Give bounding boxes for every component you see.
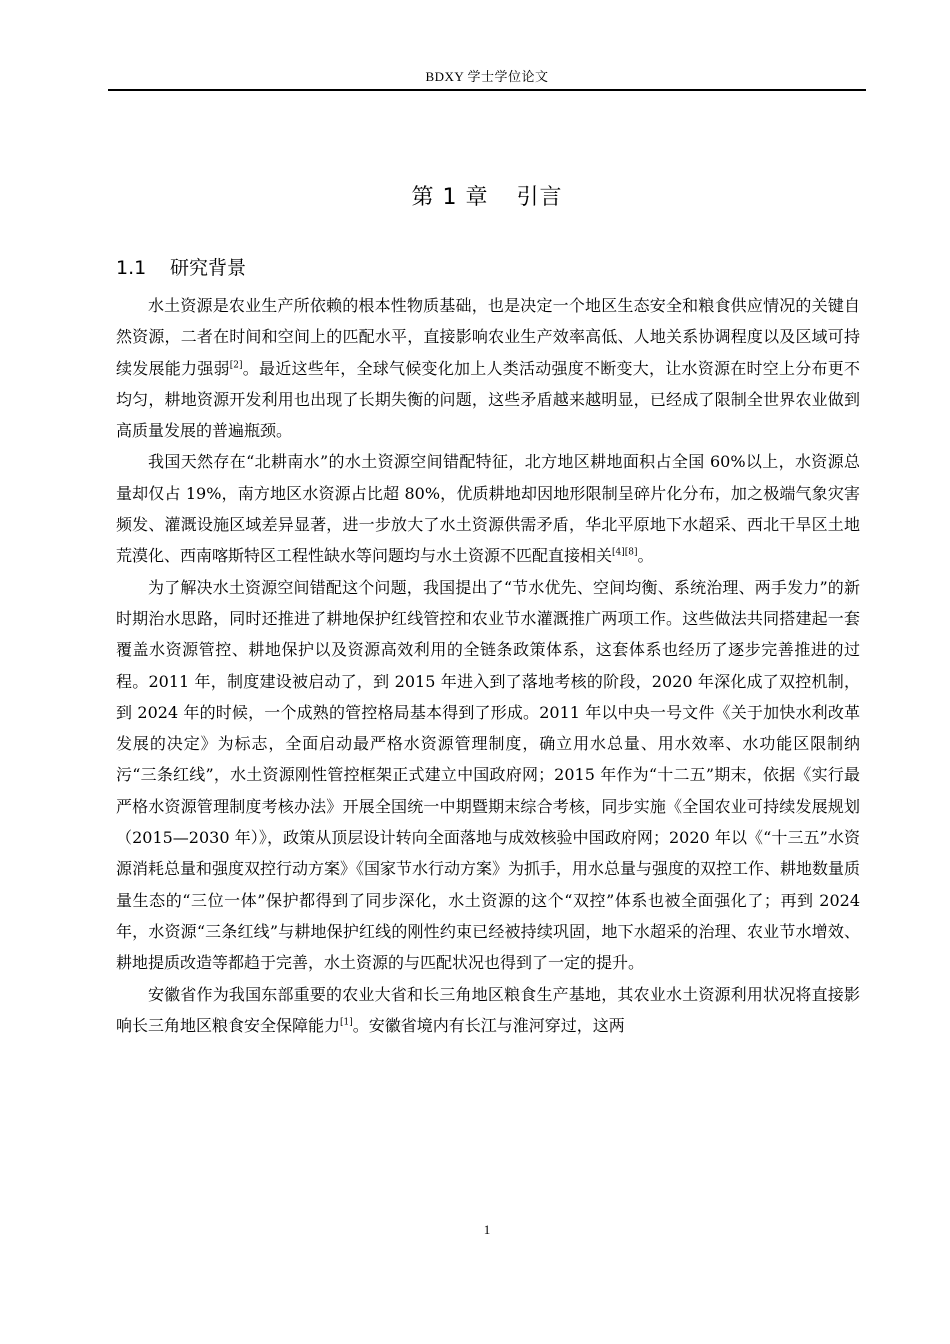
paragraph-text: 安徽省作为我国东部重要的农业大省和长三角地区粮食生产基地，其农业水土资源利用状况将直接影响长三角地区粮食安全保障能力 xyxy=(116,984,860,1035)
chapter-label: 第 1 章 xyxy=(411,185,489,210)
paragraph xyxy=(116,446,860,571)
chapter-title xyxy=(108,180,866,211)
paragraph-text: 。 xyxy=(637,546,654,566)
citation-superscript: [4][8] xyxy=(612,548,638,559)
header-rule xyxy=(108,89,866,91)
citation-superscript: [1] xyxy=(340,1017,353,1028)
section-heading xyxy=(116,253,246,280)
body-text xyxy=(116,290,860,1041)
paragraph-text: 水土资源是农业生产所依赖的根本性物质基础，也是决定一个地区生态安全和粮食供应情况的关键自然资源，二者在时间和空间上的匹配水平，直接影响农业生产效率高低、人地关系协调程度以及区域可持续发展能力强弱 xyxy=(116,296,860,378)
page-number: 1 xyxy=(483,1222,491,1237)
running-header: BDXY 学士学位论文 xyxy=(425,69,549,84)
paragraph-text: 我国天然存在“北耕南水”的水土资源空间错配特征，北方地区耕地面积占全国 60%以上，水资源总量却仅占 19%，南方地区水资源占比超 80%，优质耕地却因地形限制呈碎片化分布，加之极端气象灾害频发、灌溉设施区域差异显著，进一步放大了水土资源供需矛盾，华北平原地下水超采、西北干旱区土地荒漠化、西南喀斯特区工程性缺水等问题均与水土资源不匹配直接相关 xyxy=(116,452,860,566)
section-number: 1.1 xyxy=(116,257,147,279)
paragraph-text: 为了解决水土资源空间错配这个问题，我国提出了“节水优先、空间均衡、系统治理、两手发力”的新时期治水思路，同时还推进了耕地保护红线管控和农业节水灌溉推广两项工作。这些做法共同搭建起一套覆盖水资源管控、耕地保护以及资源高效利用的全链条政策体系，这套体系也经历了逐步完善推进的过程。2011 年，制度建设被启动了，到 2015 年进入到了落地考核的阶段，2020 年深化成了双控机制，到 2024 年的时候，一个成熟的管控格局基本得到了形成。2011 年以中央一号文件《关于加快水利改革发展的决定》为标志，全面启动最严格水资源管理制度，确立用水总量、用水效率、水功能区限制纳污“三条红线”，水土资源刚性管控框架正式建立中国政府网；2015 年作为“十二五”期末，依据《实行最严格水资源管理制度考核办法》开展全国统一中期暨期末综合考核，同步实施《全国农业可持续发展规划（2015—2030 年）》，政策从顶层设计转向全面落地与成效核验中国政府网；2020 年以《“十三五”水资源消耗总量和强度双控行动方案》《国家节水行动方案》为抓手，用水总量与强度的双控工作、耕地数量质量生态的“三位一体”保护都得到了同步深化，水土资源的这个“双控”体系也被全面强化了；再到 2024 年，水资源“三条红线”与耕地保护红线的刚性约束已经被持续巩固，地下水超采的治理、农业节水增效、耕地提质改造等都趋于完善，水土资源的与匹配状况也得到了一定的提升。 xyxy=(116,577,861,973)
paragraph xyxy=(116,979,860,1042)
paragraph xyxy=(116,572,860,979)
paragraph-text: 。安徽省境内有长江与淮河穿过，这两 xyxy=(352,1015,625,1035)
section-title-text: 研究背景 xyxy=(170,257,247,279)
paragraph-text: 。最近这些年，全球气候变化加上人类活动强度不断变大，让水资源在时空上分布更不均匀，耕地资源开发利用也出现了长期失衡的问题，这些矛盾越来越明显，已经成了限制全世界农业做到高质量发展的普遍瓶颈。 xyxy=(116,358,860,441)
citation-superscript: [2] xyxy=(229,360,243,371)
chapter-title-text: 引言 xyxy=(516,185,563,210)
paragraph xyxy=(116,290,860,446)
